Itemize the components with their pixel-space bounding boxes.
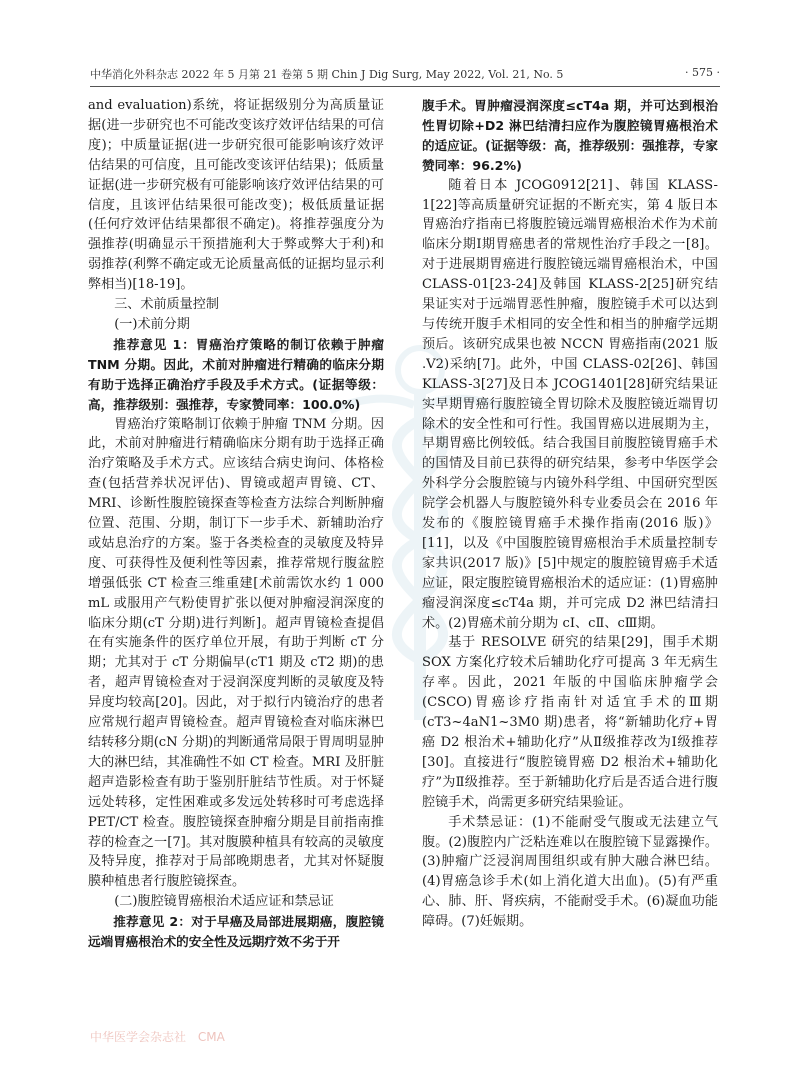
- publisher-logo-latin: CMA: [197, 1030, 225, 1044]
- recommendation-paragraph: 推荐意见 2：对于早癌及局部进展期癌，腹腔镜远端胃癌根治术的安全性及远期疗效不劣于开: [88, 914, 384, 950]
- body-paragraph: 手术禁忌证：(1)不能耐受气腹或无法建立气腹。(2)腹腔内广泛粘连难以在腹腔镜下显露操作。(3)肿瘤广泛浸润周围组织或有肿大融合淋巴结。(4)胃癌急诊手术(如上消化道大出血)。(5)有严重心、肺、肝、肾疾病，不能耐受手术。(6)凝血功能障碍。(7)妊娠期。: [422, 814, 718, 930]
- recommendation-paragraph: 腹手术。胃肿瘤浸润深度≤cT4a 期，并可达到根治性胃切除+D2 淋巴结清扫应作为腹腔镜胃癌根治术的适应证。(证据等级：高，推荐级别：强推荐，专家赞同率：96.2%): [422, 98, 718, 173]
- recommendation-paragraph: 推荐意见 1：胃癌治疗策略的制订依赖于肿瘤 TNM 分期。因此，术前对肿瘤进行精确的临床分期有助于选择正确治疗手段及手术方式。(证据等级：高，推荐级别：强推荐，专家赞同率：100.0%): [88, 336, 384, 412]
- publisher-logo: [90, 1028, 380, 1050]
- section-heading: 三、术前质量控制: [114, 297, 219, 313]
- left-column: [88, 96, 384, 952]
- body-paragraph: 基于 RESOLVE 研究的结果[29]，围手术期 SOX 方案化疗较术后辅助化疗可提高 3 年无病生存率。因此，2021 年版的中国临床肿瘤学会(CSCO)胃癌诊疗指南针对适宜手术的Ⅲ期(cT3~4aN1~3M0 期)患者，将“新辅助化疗+胃癌 D2 根治术+辅助化疗”从Ⅱ级推荐改为Ⅰ级推荐[30]。直接进行“腹腔镜胃癌 D2 根治术+辅助化疗”为Ⅱ级推荐。至于新辅助化疗后是否适合进行腹腔镜手术，尚需更多研究结果验证。: [422, 635, 718, 810]
- journal-citation: 中华消化外科杂志 2022 年 5 月第 21 卷第 5 期 Chin J Dig Surg, May 2022, Vol. 21, No. 5: [90, 68, 564, 81]
- publisher-logo-text: 中华医学会杂志社: [90, 1030, 187, 1044]
- header-rule: [90, 86, 720, 87]
- body-paragraph: 胃癌治疗策略制订依赖于肿瘤 TNM 分期。因此，术前对肿瘤进行精确临床分期有助于选择正确治疗策略及手术方式。应该结合病史询问、体格检查(包括营养状况评估)、胃镜或超声胃镜、CT、MRI、诊断性腹腔镜探查等检查方法综合判断肿瘤位置、范围、分期，制订下一步手术、新辅助治疗或姑息治疗的方案。鉴于各类检查的灵敏度及特异度、可获得性及便利性等因素，推荐常规行腹盆腔增强低张 CT 检查三维重建[术前需饮水约 1 000 mL 或服用产气粉使胃扩张以便对肿瘤浸润深度的临床分期(cT 分期)进行判断]。超声胃镜检查提倡在有实施条件的医疗单位开展，有助于判断 cT 分期；尤其对于 cT 分期偏早(cT1 期及 cT2 期)的患者，超声胃镜检查对于浸润深度判断的灵敏度及特异度均较高[20]。因此，对于拟行内镜治疗的患者应常规行超声胃镜检查。超声胃镜检查对临床淋巴结转移分期(cN 分期)的判断通常局限于胃周明显肿大的淋巴结，其准确性不如 CT 检查。MRI 及肝脏超声造影检查有助于鉴别肝脏结节性质。对于怀疑远处转移，定性困难或多发远处转移时可考虑选择 PET/CT 检查。腹腔镜探查肿瘤分期是目前指南推荐的检查之一[7]。其对腹膜种植具有较高的灵敏度及特异度，推荐对于局部晚期患者，尤其对怀疑腹膜种植患者行腹腔镜探查。: [88, 416, 384, 890]
- page-number: · 575 ·: [685, 66, 720, 79]
- body-paragraph: 随着日本 JCOG0912[21]、韩国 KLASS-1[22]等高质量研究证据的不断充实，第 4 版日本胃癌治疗指南已将腹腔镜远端胃癌根治术作为术前临床分期Ⅰ期胃癌患者的常规性治疗手段之一[8]。对于进展期胃癌进行腹腔镜远端胃癌根治术，中国 CLASS-01[23-24]及韩国 KLASS-2[25]研究结果证实对于远端胃恶性肿瘤，腹腔镜手术可以达到与传统开腹手术相同的安全性和相当的肿瘤学远期预后。该研究成果也被 NCCN 胃癌指南(2021 版 .V2)采纳[7]。此外，中国 CLASS-02[26]、韩国 KLASS-3[27]及日本 JCOG1401[28]研究结果证实早期胃癌行腹腔镜全胃切除术及腹腔镜近端胃切除术的安全性和可行性。我国胃癌以进展期为主，早期胃癌比例较低。结合我国目前腹腔镜胃癌手术的国情及目前已获得的研究结果，参考中华医学会外科学分会腹腔镜与内镜外科学组、中国研究型医院学会机器人与腹腔镜外科专业委员会在 2016 年发布的《腹腔镜胃癌手术操作指南(2016 版)》[11]，以及《中国腹腔镜胃癌根治手术质量控制专家共识(2017 版)》[5]中规定的腹腔镜胃癌手术适应证，限定腹腔镜胃癌根治术的适应证：(1)胃癌肿瘤浸润深度≤cT4a 期，并可完成 D2 淋巴结清扫术。(2)胃癌术前分期为 cⅠ、cⅡ、cⅢ期。: [422, 177, 718, 631]
- running-header: [90, 66, 720, 84]
- section-heading: (二)腹腔镜胃癌根治术适应证和禁忌证: [114, 894, 334, 910]
- body-paragraph: and evaluation)系统，将证据级别分为高质量证据(进一步研究也不可能改变该疗效评估结果的可信度)；中质量证据(进一步研究很可能影响该疗效评估结果的可信度，且可能改变该评估结果)；低质量证据(进一步研究极有可能影响该疗效评估结果的可信度，且该评估结果很可能改变)；极低质量证据(任何疗效评估结果都很不确定)。将推荐强度分为强推荐(明确显示干预措施利大于弊或弊大于利)和弱推荐(利弊不确定或无论质量高低的证据均显示利弊相当)[18-19]。: [88, 98, 384, 293]
- section-heading: (一)术前分期: [114, 316, 190, 332]
- right-column: [422, 96, 718, 932]
